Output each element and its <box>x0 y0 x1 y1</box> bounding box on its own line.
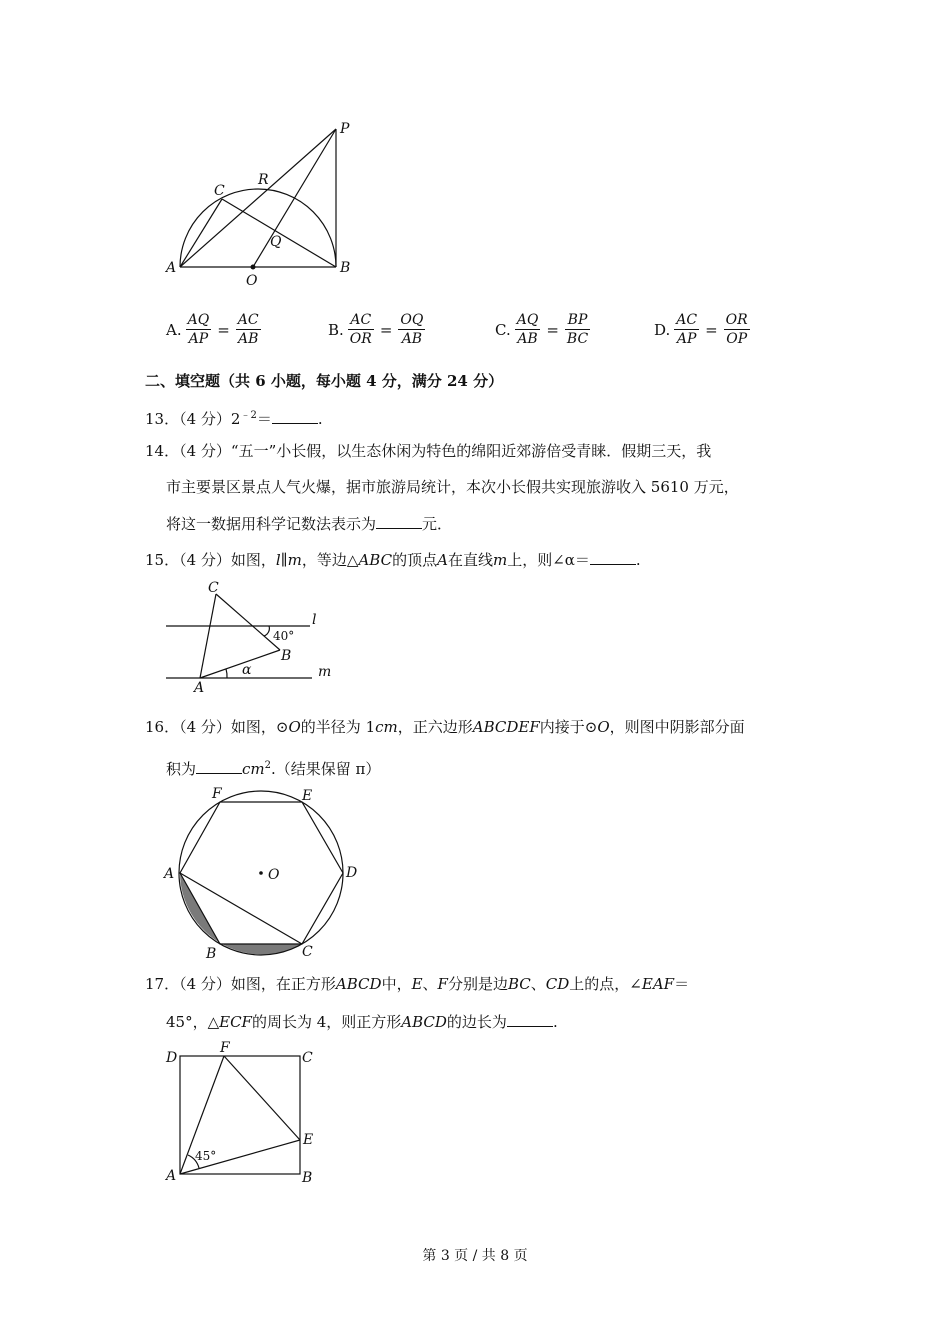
page-footer: 第 3 页 / 共 8 页 <box>422 1248 528 1264</box>
answer-blank[interactable] <box>376 514 422 529</box>
equals-sign: = <box>546 320 559 339</box>
question-text: 上的点，∠ <box>569 975 642 993</box>
shaded-region <box>180 873 302 954</box>
fraction <box>186 311 212 348</box>
fraction <box>398 311 425 348</box>
question-text: “五一”小长假，以生态休闲为特色的绵阳近郊游倍受青睐．假期三天，我 <box>230 442 712 460</box>
answer-blank[interactable] <box>272 409 318 424</box>
question-number: 16． <box>145 718 180 736</box>
question-number: 13． <box>145 410 180 428</box>
question-text: 、 <box>530 975 546 993</box>
question-15 <box>145 550 641 570</box>
side-cb <box>216 594 280 650</box>
side-ac <box>200 594 216 678</box>
question-text: 如图， <box>230 551 276 569</box>
var-abc: ABC <box>358 551 393 569</box>
label-b: B <box>302 1170 313 1186</box>
label-a: A <box>166 1168 177 1184</box>
denominator: AB <box>401 331 423 347</box>
var-l: l <box>275 551 281 569</box>
numerator: AQ <box>516 312 539 328</box>
option-letter: B. <box>328 320 344 339</box>
question-number: 17． <box>145 975 180 993</box>
label-a: A <box>194 680 205 696</box>
label-r: R <box>258 172 269 188</box>
segment-ac <box>180 199 222 267</box>
parallel-symbol: ∥ <box>280 551 288 569</box>
question-score: （4 分） <box>179 551 231 569</box>
power-base: 2 <box>230 410 241 428</box>
label-c: C <box>302 944 313 960</box>
var-abcdef: ABCDEF <box>472 718 540 736</box>
label-b: B <box>206 946 217 962</box>
fraction <box>674 311 699 348</box>
label-angle-45: 45° <box>195 1149 217 1163</box>
var-e: E <box>411 975 423 993</box>
question-text: 如图，⊙ <box>230 718 289 736</box>
label-f: F <box>212 786 222 802</box>
power-exponent: ﹣2 <box>240 410 257 421</box>
question-14-line-2: 市主要景区景点人气火爆，据市旅游局统计，本次小长假共实现旅游收入 5610 万元， <box>166 478 739 496</box>
label-f: F <box>220 1040 230 1056</box>
var-abcd: ABCD <box>335 975 382 993</box>
equals-sign: = <box>705 320 718 339</box>
segment-fe <box>224 1056 300 1140</box>
label-m: m <box>318 664 332 680</box>
option-letter: C. <box>495 320 511 339</box>
fraction <box>236 311 261 348</box>
superscript: 2 <box>264 760 272 771</box>
question-17-line-1 <box>145 974 689 994</box>
fraction <box>724 311 750 348</box>
question-17-line-2 <box>166 1012 558 1032</box>
numerator: AC <box>348 311 374 330</box>
var-a: A <box>437 551 448 569</box>
label-l: l <box>312 612 317 628</box>
label-c: C <box>208 580 219 596</box>
equals-sign: ＝ <box>256 410 272 428</box>
var-ecf: ECF <box>219 1013 252 1031</box>
label-e: E <box>302 788 313 804</box>
period: . <box>635 551 641 569</box>
question-text: 的周长为 4，则正方形 <box>251 1013 402 1031</box>
question-text: ，等边△ <box>301 551 359 569</box>
denominator: AB <box>517 331 538 347</box>
question-text: 如图，在正方形 <box>230 975 336 993</box>
option-d <box>654 311 750 348</box>
side-ab <box>200 650 280 678</box>
numerator: AC <box>676 312 698 328</box>
question-text: 在直线 <box>447 551 493 569</box>
question-text: 元． <box>422 515 453 533</box>
question-text: ＝ <box>674 975 690 993</box>
var-f: F <box>437 975 448 993</box>
var-bc: BC <box>507 975 531 993</box>
segment-op <box>253 129 336 267</box>
numerator: AC <box>237 312 259 328</box>
option-letter: D. <box>654 320 671 339</box>
figure-q12 <box>160 115 360 295</box>
var-abcd: ABCD <box>401 1013 447 1031</box>
label-b: B <box>340 260 351 276</box>
var-eaf: EAF <box>641 975 675 993</box>
equals-sign: = <box>379 320 393 339</box>
angle-alpha-arc <box>226 669 227 678</box>
unit-cm: cm <box>242 760 265 778</box>
question-score: （4 分） <box>179 975 231 993</box>
question-13 <box>145 406 323 429</box>
label-o: O <box>268 867 280 883</box>
label-a: A <box>166 260 177 276</box>
numerator: AQ <box>187 312 210 328</box>
option-c <box>495 311 590 348</box>
label-d: D <box>346 865 358 881</box>
question-text: .（结果保留 π） <box>271 760 381 778</box>
option-letter: A. <box>166 320 182 339</box>
var-m: m <box>287 551 302 569</box>
label-alpha: α <box>242 662 252 678</box>
fraction <box>348 311 374 348</box>
answer-blank[interactable] <box>196 759 242 774</box>
unit-cm: cm <box>375 718 398 736</box>
question-text: 的边长为 <box>446 1013 507 1031</box>
period: . <box>552 1013 558 1031</box>
denominator: AB <box>237 331 259 347</box>
question-14-line-3 <box>166 514 452 534</box>
label-b: B <box>281 648 292 664</box>
question-text: 中， <box>381 975 412 993</box>
label-angle-40: 40° <box>273 629 295 643</box>
answer-blank[interactable] <box>590 550 636 565</box>
label-c: C <box>214 183 225 199</box>
denominator: OR <box>349 331 372 347</box>
answer-blank[interactable] <box>507 1012 553 1027</box>
denominator: AP <box>188 331 209 347</box>
label-o: O <box>246 273 258 289</box>
figure-q16 <box>160 782 370 962</box>
var-o: O <box>597 718 610 736</box>
question-text: 分别是边 <box>447 975 508 993</box>
question-text: 上，则∠α＝ <box>507 551 590 569</box>
denominator: OP <box>726 331 748 347</box>
var-m: m <box>492 551 508 569</box>
question-text: 的顶点 <box>392 551 438 569</box>
denominator: BC <box>566 331 589 347</box>
option-b <box>328 311 425 348</box>
fraction <box>515 311 541 348</box>
var-cd: CD <box>545 975 570 993</box>
label-q: Q <box>270 234 282 250</box>
numerator: OQ <box>400 312 424 328</box>
question-score: （4 分） <box>179 442 231 460</box>
option-a <box>166 311 261 348</box>
label-c: C <box>302 1050 313 1066</box>
question-text: 的半径为 1 <box>300 718 376 736</box>
question-number: 14． <box>145 442 180 460</box>
question-text: 、 <box>422 975 438 993</box>
equals-sign: = <box>217 320 230 339</box>
section-heading: 二、填空题（共 6 小题，每小题 4 分，满分 24 分） <box>145 372 504 390</box>
fraction <box>565 311 590 348</box>
question-text: 内接于⊙ <box>539 718 598 736</box>
question-text: 将这一数据用科学记数法表示为 <box>166 515 377 533</box>
label-p: P <box>340 121 350 137</box>
label-d: D <box>166 1050 178 1066</box>
denominator: AP <box>676 331 697 347</box>
figure-q17 <box>160 1040 330 1188</box>
question-16-line-2 <box>166 756 380 779</box>
question-14-line-1 <box>145 441 711 461</box>
question-text: 45°，△ <box>166 1013 220 1031</box>
question-text: ，正六边形 <box>397 718 473 736</box>
question-16-line-1 <box>145 717 745 737</box>
point-o <box>251 265 256 270</box>
numerator: BP <box>565 311 590 330</box>
question-score: （4 分） <box>179 410 231 428</box>
segment-ap <box>180 129 336 267</box>
segment-cb <box>222 199 336 267</box>
label-a: A <box>164 866 175 882</box>
question-text: ，则图中阴影部分面 <box>609 718 745 736</box>
period: . <box>317 410 323 428</box>
center-o <box>259 871 263 875</box>
question-score: （4 分） <box>179 718 231 736</box>
figure-q15 <box>160 578 340 696</box>
var-o: O <box>288 718 301 736</box>
angle-40-arc <box>264 626 269 636</box>
numerator: OR <box>725 312 748 328</box>
label-e: E <box>303 1132 314 1148</box>
question-number: 15． <box>145 551 180 569</box>
question-text: 积为 <box>166 760 197 778</box>
